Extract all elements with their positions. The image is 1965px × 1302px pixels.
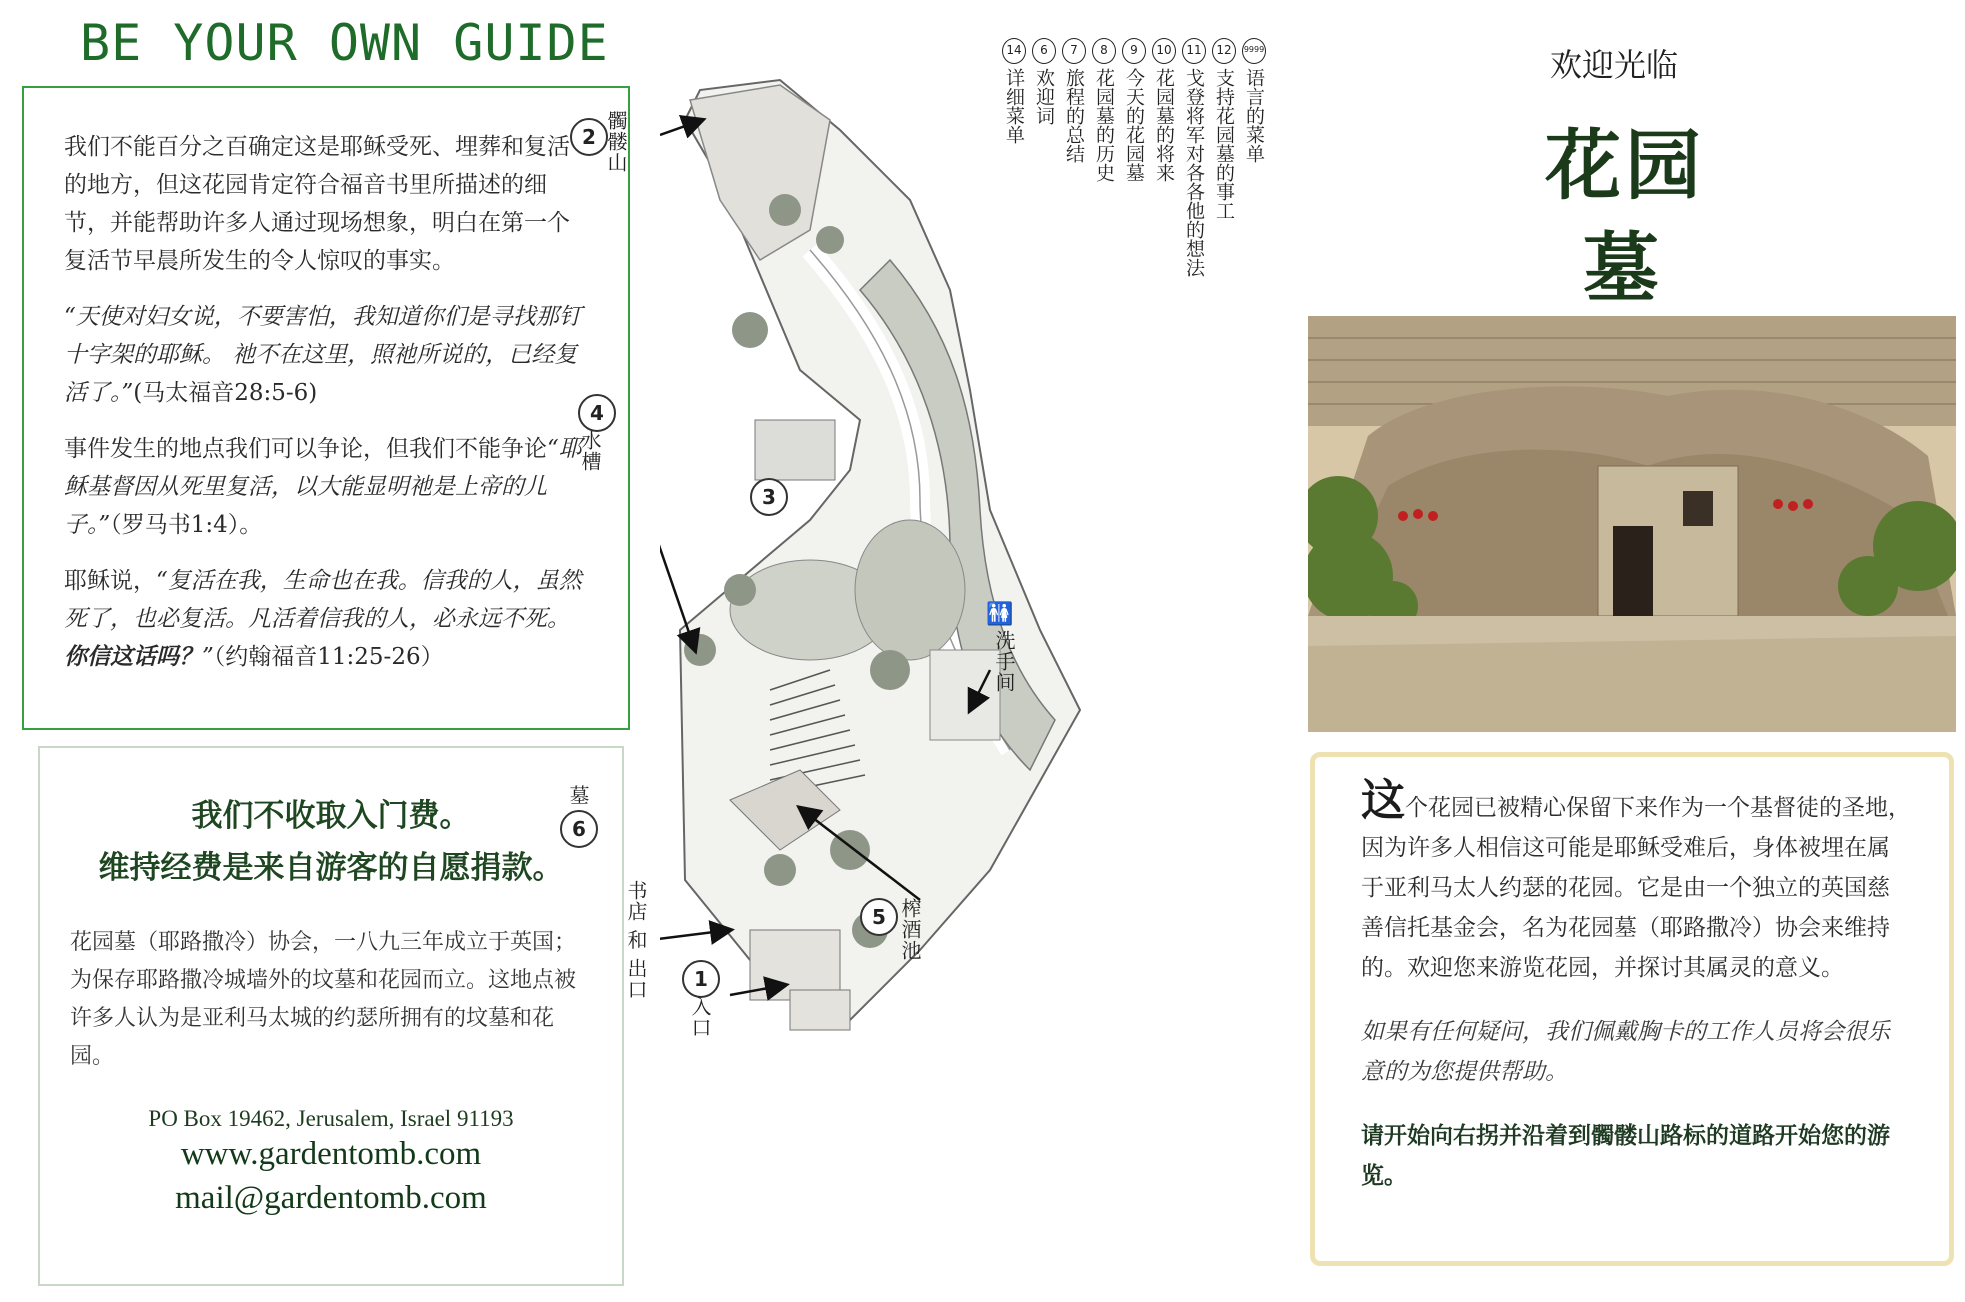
garden-tomb-photo	[1308, 316, 1956, 732]
restroom-label: 洗手间	[992, 630, 1016, 693]
map-point-1-badge: 1	[682, 960, 720, 998]
entrance-label: 入口	[688, 996, 712, 1038]
start-tour-text: 请开始向右拐并沿着到髑髅山路标的道路开始您的游览。	[1361, 1123, 1890, 1189]
matthew-ref: (马太福音28:5-6)	[133, 380, 318, 406]
menu-item-12	[1212, 38, 1236, 220]
menu-item-10-label: 花园墓的将来	[1153, 68, 1175, 182]
menu-item-9999-num: 9999	[1242, 38, 1266, 64]
staff-help-text: 如果有任何疑问，我们佩戴胸卡的工作人员将会很乐意的为您提供帮助。	[1361, 1019, 1890, 1085]
postal-address: PO Box 19462, Jerusalem, Israel 91193	[148, 1106, 514, 1131]
association-description: 花园墓（耶路撒冷）协会，一八九三年成立于英国；为保存耶路撒冷城墙外的坟墓和花园而立。这地点被许多人认为是亚利马太城的约瑟所拥有的坟墓和花园。	[70, 930, 577, 1069]
map-point-2-badge: 2	[570, 118, 608, 156]
intro-paragraph-4	[64, 562, 590, 676]
arrow-bookstore	[660, 930, 730, 940]
info-paragraph	[1361, 775, 1911, 988]
menu-item-14-num: 14	[1002, 38, 1026, 64]
john-quote-end: ”	[202, 644, 214, 670]
calvary-label: 髑髅山	[604, 110, 628, 173]
menu-item-9-num: 9	[1122, 38, 1146, 64]
intro-paragraph-3	[64, 430, 590, 544]
title-tomb: 墓	[1583, 224, 1659, 313]
title-garden: 花园	[1545, 121, 1705, 210]
menu-item-11-num: 11	[1182, 38, 1206, 64]
menu-item-14	[1002, 38, 1026, 144]
cistern-building	[755, 420, 835, 480]
menu-item-7-label: 旅程的总结	[1063, 68, 1085, 163]
intro-paragraph-3-lead: 事件发生的地点我们可以争论，但我们不能争论	[64, 436, 547, 462]
drop-cap: 这	[1361, 775, 1405, 826]
menu-item-6-label: 欢迎词	[1033, 68, 1055, 125]
map-point-6-badge: 6	[560, 810, 598, 848]
menu-item-14-label: 详细菜单	[1003, 68, 1025, 144]
info-text: 个花园已被精心保留下来作为一个基督徒的圣地，因为许多人相信这可能是耶稣受难后，身体被埋在属于亚利马太人约瑟的花园。它是由一个独立的英国慈善信托基金会，名为花园墓（耶路撒冷）协会来维持的。欢迎您来游览花园，并探讨其属灵的意义。	[1361, 795, 1911, 981]
matthew-quote: “天使对妇女说，不要害怕，我知道你们是寻找那钉十字架的耶稣。 祂不在这里，照祂所说的，已经复活了。”	[64, 304, 582, 406]
romans-quote: “耶稣基督因从死里复活，以大能显明祂是上帝的儿子。”	[64, 436, 582, 538]
menu-item-12-label: 支持花园墓的事工	[1213, 68, 1235, 220]
menu-item-8-label: 花园墓的历史	[1093, 68, 1115, 182]
lawn-2	[855, 520, 965, 660]
menu-item-11	[1182, 38, 1206, 277]
bookstore-label: 书店 和 出口	[624, 880, 648, 1000]
entrance-building	[790, 990, 850, 1030]
menu-item-9999-label: 语言的菜单	[1243, 68, 1265, 163]
menu-item-9999	[1242, 38, 1266, 163]
intro-paragraph-4-lead: 耶稣说，	[64, 568, 156, 594]
menu-item-7	[1062, 38, 1086, 163]
donation-line: 维持经费是来自游客的自愿捐款。	[98, 850, 564, 886]
welcome-text: 欢迎光临	[1550, 46, 1679, 84]
guide-title: BE YOUR OWN GUIDE	[80, 14, 609, 72]
map-point-4-badge: 4	[578, 394, 616, 432]
map-point-3-badge: 3	[750, 478, 788, 516]
restroom-icon: 🚻	[986, 602, 1014, 627]
menu-item-11-label: 戈登将军对各各他的想法	[1183, 68, 1205, 277]
menu-item-12-num: 12	[1212, 38, 1236, 64]
john-question: 你信这话吗？	[64, 643, 202, 670]
website-link[interactable]: www.gardentomb.com	[180, 1136, 482, 1172]
cistern-label: 水槽	[578, 430, 602, 472]
romans-ref: （罗马书1:4）。	[110, 512, 263, 538]
menu-item-6-num: 6	[1032, 38, 1056, 64]
menu-item-10	[1152, 38, 1176, 182]
menu-item-9	[1122, 38, 1146, 182]
john-quote: “复活在我，生命也在我。信我的人，虽然死了，也必复活。凡活着信我的人，必永远不死。	[64, 568, 582, 632]
no-fee-line: 我们不收取入门费。	[191, 798, 471, 834]
menu-item-10-num: 10	[1152, 38, 1176, 64]
info-box	[1310, 752, 1954, 1266]
intro-paragraph-2	[64, 298, 590, 412]
map-point-5-badge: 5	[860, 898, 898, 936]
intro-paragraph-1: 我们不能百分之百确定这是耶稣受死、埋葬和复活的地方，但这花园肯定符合福音书里所描述的细节，并能帮助许多人通过现场想象，明白在第一个复活节早晨所发生的令人惊叹的事实。	[64, 134, 570, 274]
menu-item-7-num: 7	[1062, 38, 1086, 64]
email-link[interactable]: mail@gardentomb.com	[175, 1180, 487, 1216]
winepress-label: 榨酒池	[898, 898, 922, 961]
tomb-label: 墓	[566, 785, 590, 806]
intro-box	[22, 86, 630, 730]
menu-item-8	[1092, 38, 1116, 182]
menu-item-6	[1032, 38, 1056, 125]
menu-item-8-num: 8	[1092, 38, 1116, 64]
john-ref: （约翰福音11:25-26）	[213, 644, 444, 670]
menu-item-9-label: 今天的花园墓	[1123, 68, 1145, 182]
donation-box	[38, 746, 624, 1286]
